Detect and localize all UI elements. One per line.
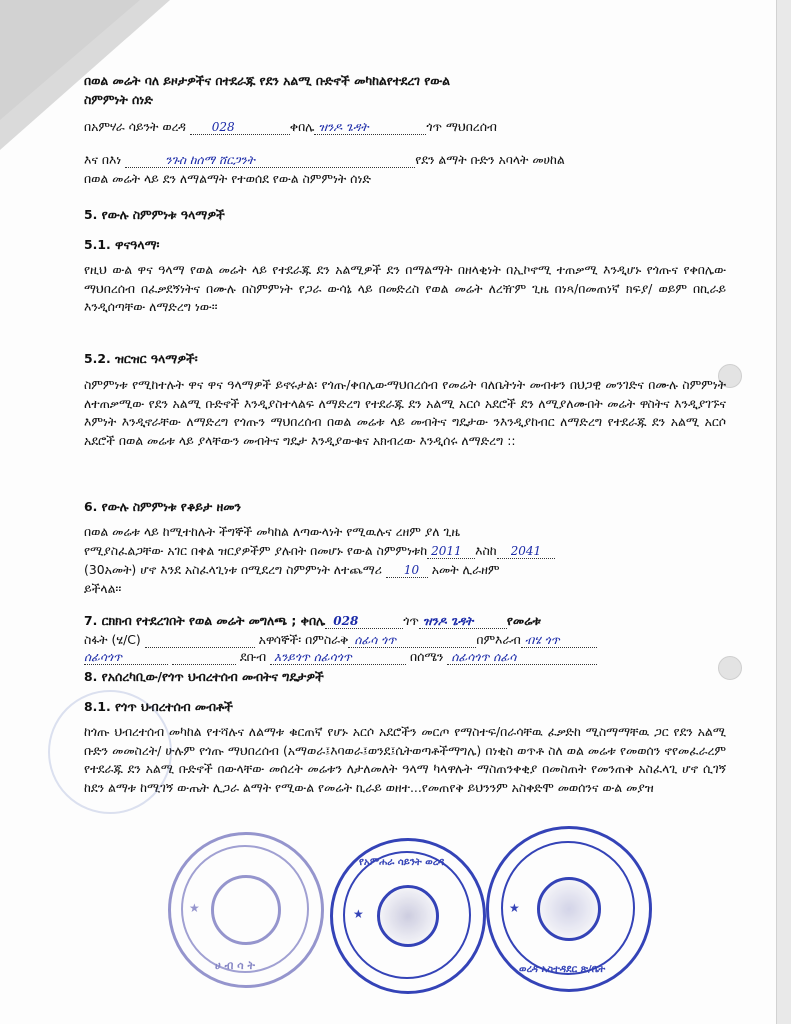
faint-stamp-ghost <box>48 690 172 814</box>
west-boundary-handwriting: ብሄ ጎጥ <box>524 634 560 646</box>
end-year-blank <box>497 544 555 559</box>
section-7-line3: ሰፊሳጎጥ ደቡብ እንይጎጥ ሰፊሳጎጥ በሰሜን ሰፊሳጎጥ ሰፊሳ <box>84 648 730 665</box>
section-5-heading: 5. የውሉ ስምምነቱ ዓላማዎች <box>84 207 225 222</box>
south-boundary-blank <box>270 650 406 665</box>
west-boundary-blank <box>521 633 597 648</box>
section-7-line1: 7. ርክክብ የተደረገበት የወል መሬት መግለጫ ; ቀበሌ 028 ጎጥ ዝንዶ ጌዳት የመሬቱ <box>84 613 541 628</box>
woreda-handwriting: 028 <box>211 121 235 133</box>
stamp-left-emblem <box>211 875 281 945</box>
party-line-2: እና በእነ ንጉስ ከሰማ ሸርጋንት የደን ልማት ቡድን አባላት መሀከል <box>84 152 565 167</box>
stamp-right-star-icon: ★ <box>509 901 520 915</box>
north-boundary-handwriting: ሰፊሳጎጥ ሰፊሳ <box>451 651 517 663</box>
east-boundary-blank <box>348 633 476 648</box>
east-boundary-handwriting: ሰፊሳ ጎጥ <box>354 634 397 646</box>
spacer-blank <box>172 650 236 665</box>
section-6-line2: የሚያስፈልጋቸው አገር በቀል ዝርያዎችም ያሉበት በመሆኑ የውል ስምምነቱከ 2011 እስከ 2041 <box>84 542 730 559</box>
land-kebele-blank <box>325 614 403 629</box>
section-8-1-heading: 8.1. የጎጥ ህብረተሰብ መብቶች <box>84 699 233 714</box>
section-5-2-body: ስምምነቱ የሚከተሉት ዋና ዋና ዓላማዎች ይኖሩታል፡ የጎጡ/ቀበሌውማህበረሰብ የመሬት ባለቤትነት መብቱን በህጋዊ መንገድና በሙሉ ስምምነት ለተጠቃሚው የደን አልሚ ቡድኖች እንዲያስተላልፍ ለማድረግ የተደራጁ ደን አልሚ አርሶ አደሮች ደን ለሚያለሙበት መሬት ዋስትና እንዲያገኙና እምነት እንዲኖራቸው ለማድረግ የጎጡን ማህበረሰብ በወል መሬቱ ላይ መብትና ግዴታው ንእንዲያከብር ለማድረግ የተደራጁ ደን አልሚ አርሶ አደሮች በወል መሬቱ ላይ ያላቸውን መብትና ግዴታ እንዲያውቁና አክብረው እንዲሰሩ ለማድረግ :: <box>84 377 726 448</box>
land-got-blank <box>419 614 507 629</box>
document-title-line1: በወል መሬት ባለ ይዞታዎችና በተደራጁ የደን አልሚ ቡድኖች መካከልየተደረገ የውል <box>84 73 451 88</box>
extension-years-handwriting: 10 <box>403 564 420 576</box>
section-6-line1: በወል መሬቱ ላይ ከሚተከሉት ችግኞች መካከል ለጣውላነት የሚዉሉና ረዘም ያለ ጊዜ <box>84 524 460 539</box>
stamp-right-text: ወረዳ አስተዳደር ጽ/ቤት <box>519 964 606 975</box>
kebele-handwriting: ዝንዶ ጌዳት <box>318 121 369 133</box>
stamp-center-star-icon: ★ <box>353 907 364 921</box>
land-size-blank <box>145 633 255 648</box>
south-boundary-handwriting: እንይጎጥ ሰፊሳጎጥ <box>274 651 352 663</box>
stamp-left-text: ሀ ብ ሳ ት <box>215 959 255 972</box>
stamp-left-star-icon: ★ <box>189 901 200 915</box>
lead-boundary-handwriting: ሰፊሳጎጥ <box>84 651 123 663</box>
group-names-handwriting: ንጉስ ከሰማ ሸርጋንት <box>165 154 255 166</box>
section-8-1-body: ከጎጡ ህብረተሰብ መካከል የተሻሉና ለልማቱ ቁርጠኛ የሆኑ አርሶ አደሮችን መርጦ የማስተፍ/በራሳቸዉ ፈቃድከ ሚስማማቸዉ ጋር የደን አልሚ ቡድን መመስረት/ ሁሉም የጎጡ ማህበረሰብ (አማወራ፤እባወራ፤ወንደ፤ሴትወጣቶችማግሌ) በነቂስ ወጥቶ ስለ ወል መሬቱ የመወሰን ኖየመፈራረም የተደራጁ ደን አልሚ ቡድኖች በውላቸው መሰረት መሬቱን ለታለመለት ዓላማ ካላዋሉት ማስጠንቀቂያ በመስጠት የመንጠቅ አስፈላጊ ሆኖ ሲገኝ ከደን ልማቱ ከሚገኝ ውጤት ሊጋራ ልማት የሚውል የመሬት ኪራይ ወዘተ...የመጠየቅ ይህንንም አስቀድሞ መወሰንና ውል መያዝ <box>84 724 726 795</box>
land-kebele-handwriting: 028 <box>333 615 359 627</box>
section-8-heading: 8. የአሰረካቢው/የጎጥ ህብረተሰብ መብትና ግዴታዎች <box>84 669 324 684</box>
section-6-line3: (30አመት) ሆኖ እንደ አስፈላጊነቱ በሚደረግ ስምምነት ለተጨማሪ 10 አመት ሊራዘም <box>84 562 500 577</box>
stamp-center-text: የአምሐራ ሳይንት ወረዳ <box>359 857 445 868</box>
party-line-1: በአምሃራ ሳይንት ወረዳ 028 ቀበሌ ዝንዶ ጌዳት ጎጥ ማህበረሰብ <box>84 119 497 134</box>
group-names-blank <box>125 153 415 168</box>
section-5-1-body: የዚህ ውል ዋና ዓላማ የወል መሬት ላይ የተደራጁ ደን አልሚዎች ደን በማልማት በዘላቂነት በኢኮኖሚ ተጠቃሚ እንዲሆኑ የጎጡና የቀበሌው ማህበረሰብ በፈቃደኝነትና በሙሉ በስምምነት የጋራ ውሳኔ ላይ በመድረስ የወል መሬት ለረዥም ጊዜ በነጻ/በመጠነኛ ክፍያ/ ወይም በኪራይ እንዲሰጣቸው ለማድረግ ነው፡፡ <box>84 262 726 315</box>
lead-boundary-blank <box>84 650 168 665</box>
stamp-center <box>330 838 486 994</box>
stamp-center-emblem <box>377 885 439 947</box>
start-year-handwriting: 2011 <box>431 545 462 557</box>
stamp-right <box>486 826 652 992</box>
section-7-line2: ስፋት (ሄ/C) አዋሳኞች፡ በምስራቅ ሰፊሳ ጎጥ በምእራብ ብሄ ጎጥ <box>84 631 730 648</box>
stamp-right-emblem <box>537 877 601 941</box>
party-line-3: በወል መሬት ላይ ደን ለማልማት የተወሰደ የውል ስምምነት ሰነድ <box>84 171 371 186</box>
start-year-blank <box>427 544 475 559</box>
section-5-2-heading: 5.2. ዝርዝር ዓላማዎች፡ <box>84 351 198 366</box>
north-boundary-blank <box>447 650 597 665</box>
document-title-line2: ስምምነት ሰነድ <box>84 92 153 107</box>
extension-years-blank <box>386 563 428 578</box>
page-edge <box>776 0 791 1024</box>
kebele-blank <box>314 120 426 135</box>
end-year-handwriting: 2041 <box>510 545 542 557</box>
section-5-1-heading: 5.1. ዋናዓላማ፡ <box>84 237 160 252</box>
woreda-blank <box>190 120 290 135</box>
land-got-handwriting: ዝንዶ ጌዳት <box>422 615 474 627</box>
section-6-heading: 6. የውሉ ስምምነቱ የቆይታ ዘመን <box>84 499 241 514</box>
section-6-line4: ይችላል፡፡ <box>84 581 122 596</box>
stamp-left <box>168 832 324 988</box>
